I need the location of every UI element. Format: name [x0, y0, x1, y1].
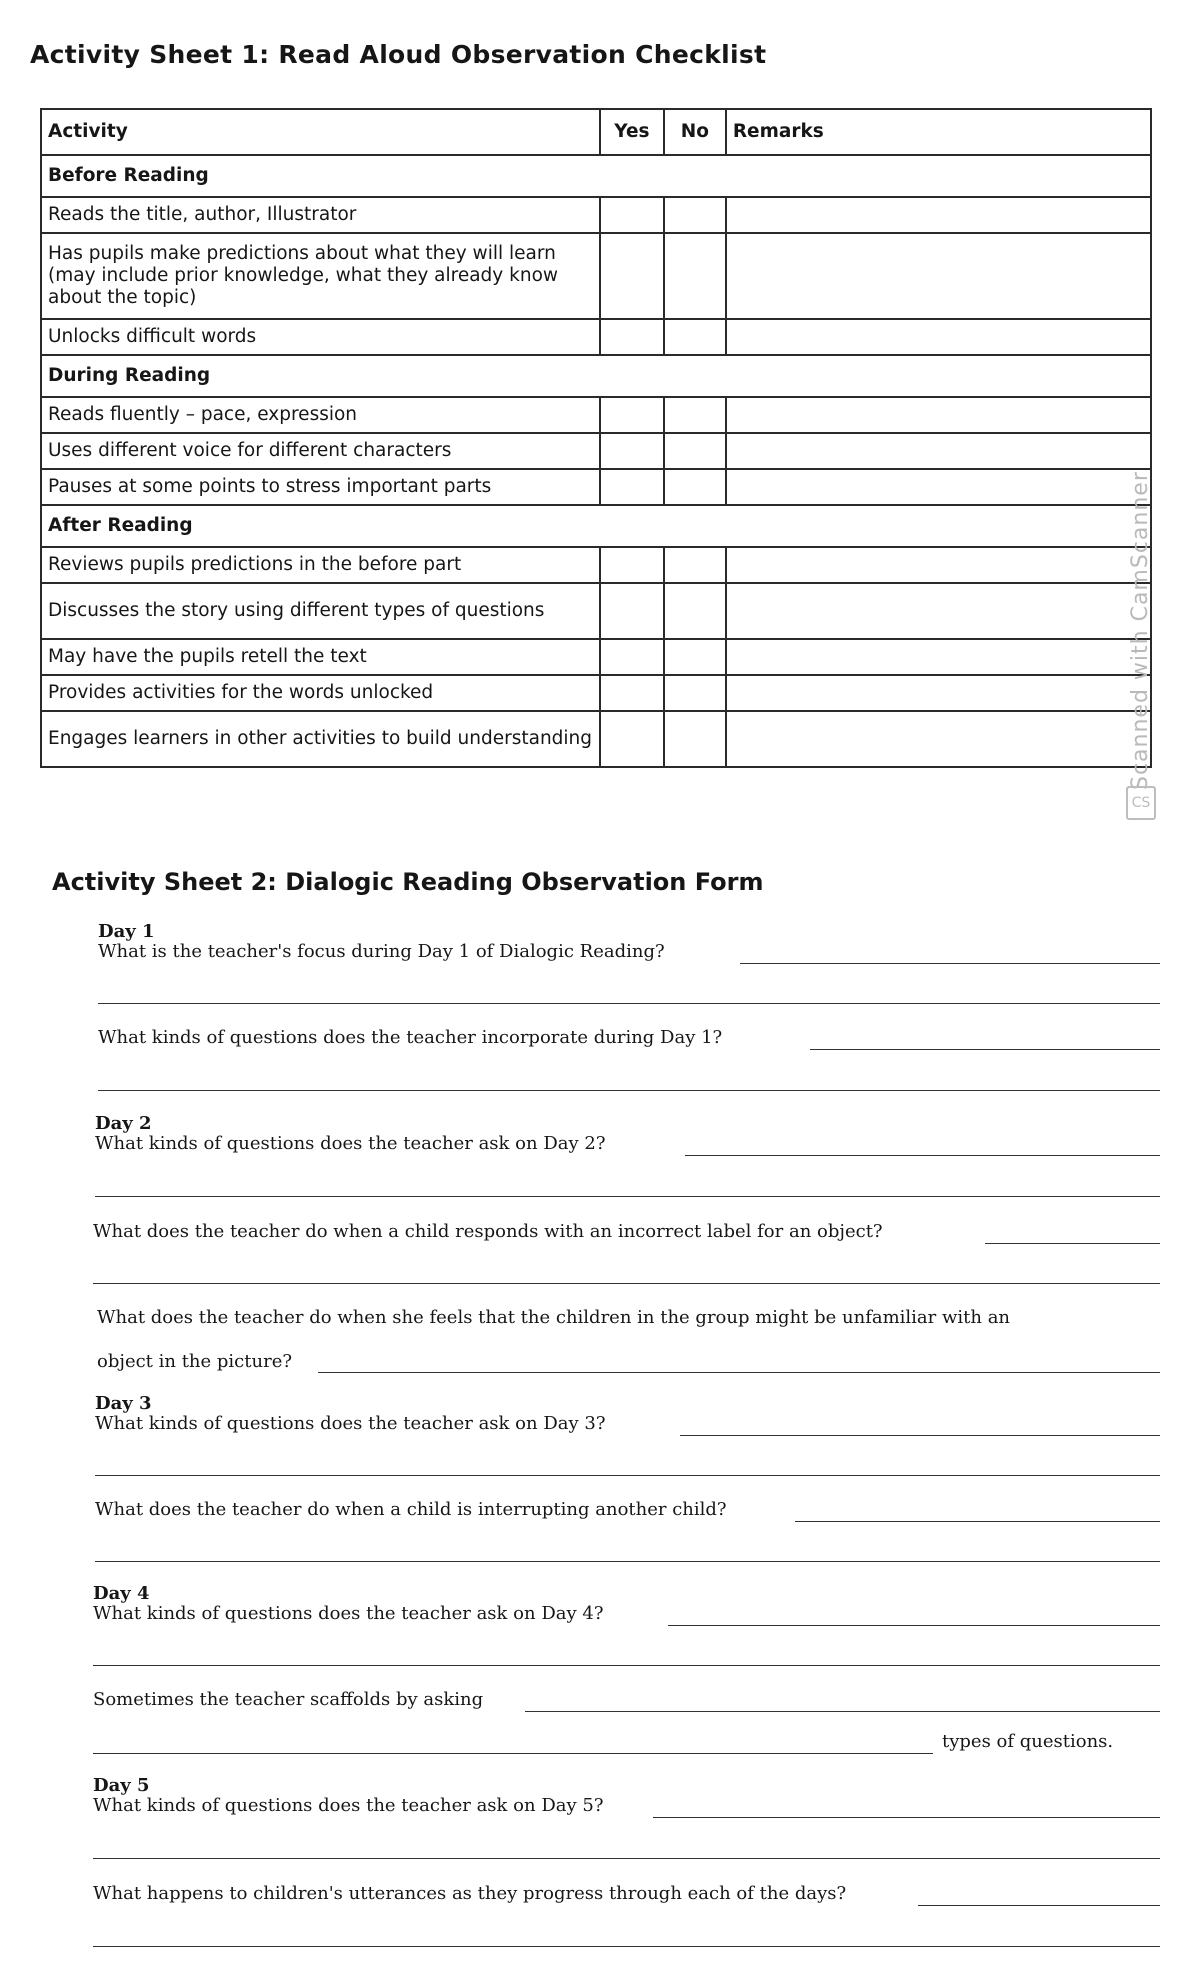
answer-line[interactable]: [95, 1475, 1160, 1476]
header-remarks: Remarks: [726, 109, 1151, 155]
answer-line[interactable]: [95, 1196, 1160, 1197]
day5-question2: What happens to children's utterances as they progress through each of the days?: [93, 1883, 847, 1904]
section-before-reading: Before Reading: [41, 155, 1151, 197]
answer-line[interactable]: [93, 1946, 1160, 1947]
answer-line[interactable]: [810, 1049, 1160, 1050]
watermark-text: Scanned with CamScanner: [1128, 471, 1153, 790]
day4-question1: What kinds of questions does the teacher ask on Day 4?: [93, 1603, 604, 1624]
header-no: No: [664, 109, 726, 155]
sheet1-title: Activity Sheet 1: Read Aloud Observation Checklist: [30, 40, 767, 69]
answer-line[interactable]: [93, 1753, 933, 1754]
day4-label: Day 4: [93, 1583, 150, 1604]
day2-question1: What kinds of questions does the teacher ask on Day 2?: [95, 1133, 606, 1154]
day5-question1: What kinds of questions does the teacher ask on Day 5?: [93, 1795, 604, 1816]
activity-cell: Unlocks difficult words: [41, 319, 600, 355]
answer-line[interactable]: [93, 1283, 1160, 1284]
day1-question1: What is the teacher's focus during Day 1 of Dialogic Reading?: [98, 941, 665, 962]
answer-line[interactable]: [93, 1665, 1160, 1666]
answer-line[interactable]: [98, 1090, 1160, 1091]
day1-question2: What kinds of questions does the teacher incorporate during Day 1?: [98, 1027, 723, 1048]
activity-cell: Pauses at some points to stress important parts: [41, 469, 600, 505]
day2-question3-cont: object in the picture?: [97, 1351, 292, 1372]
day3-question1: What kinds of questions does the teacher ask on Day 3?: [95, 1413, 606, 1434]
answer-line[interactable]: [680, 1435, 1160, 1436]
answer-line[interactable]: [985, 1243, 1160, 1244]
answer-line[interactable]: [795, 1521, 1160, 1522]
answer-line[interactable]: [685, 1155, 1160, 1156]
day2-question3: What does the teacher do when she feels that the children in the group might be unfamiliar with an: [97, 1307, 1011, 1328]
activity-cell: Discusses the story using different types of questions: [41, 583, 600, 639]
section-after-reading: After Reading: [41, 505, 1151, 547]
answer-line[interactable]: [318, 1372, 1160, 1373]
answer-line[interactable]: [740, 963, 1160, 964]
day2-question2: What does the teacher do when a child responds with an incorrect label for an object?: [93, 1221, 883, 1242]
section-during-reading: During Reading: [41, 355, 1151, 397]
day3-question2: What does the teacher do when a child is interrupting another child?: [95, 1499, 727, 1520]
day5-label: Day 5: [93, 1775, 150, 1796]
activity-cell: Has pupils make predictions about what they will learn (may include prior knowledge, what they already know about the topic): [41, 233, 600, 319]
answer-line[interactable]: [93, 1858, 1160, 1859]
activity-cell: May have the pupils retell the text: [41, 639, 600, 675]
day4-question2-end: types of questions.: [942, 1731, 1114, 1752]
answer-line[interactable]: [918, 1905, 1160, 1906]
activity-cell: Provides activities for the words unlocked: [41, 675, 600, 711]
camscanner-icon: CS: [1126, 786, 1156, 820]
answer-line[interactable]: [98, 1003, 1160, 1004]
answer-line[interactable]: [668, 1625, 1160, 1626]
header-activity: Activity: [41, 109, 600, 155]
answer-line[interactable]: [525, 1711, 1160, 1712]
answer-line[interactable]: [653, 1817, 1160, 1818]
activity-cell: Reads the title, author, Illustrator: [41, 197, 600, 233]
day2-label: Day 2: [95, 1113, 152, 1134]
day3-label: Day 3: [95, 1393, 152, 1414]
activity-cell: Reads fluently – pace, expression: [41, 397, 600, 433]
activity-cell: Uses different voice for different characters: [41, 433, 600, 469]
header-yes: Yes: [600, 109, 664, 155]
activity-cell: Engages learners in other activities to build understanding: [41, 711, 600, 767]
activity-cell: Reviews pupils predictions in the before part: [41, 547, 600, 583]
sheet2-title: Activity Sheet 2: Dialogic Reading Observation Form: [52, 868, 764, 896]
day1-label: Day 1: [98, 921, 155, 942]
day4-question2: Sometimes the teacher scaffolds by asking: [93, 1689, 484, 1710]
answer-line[interactable]: [95, 1561, 1160, 1562]
